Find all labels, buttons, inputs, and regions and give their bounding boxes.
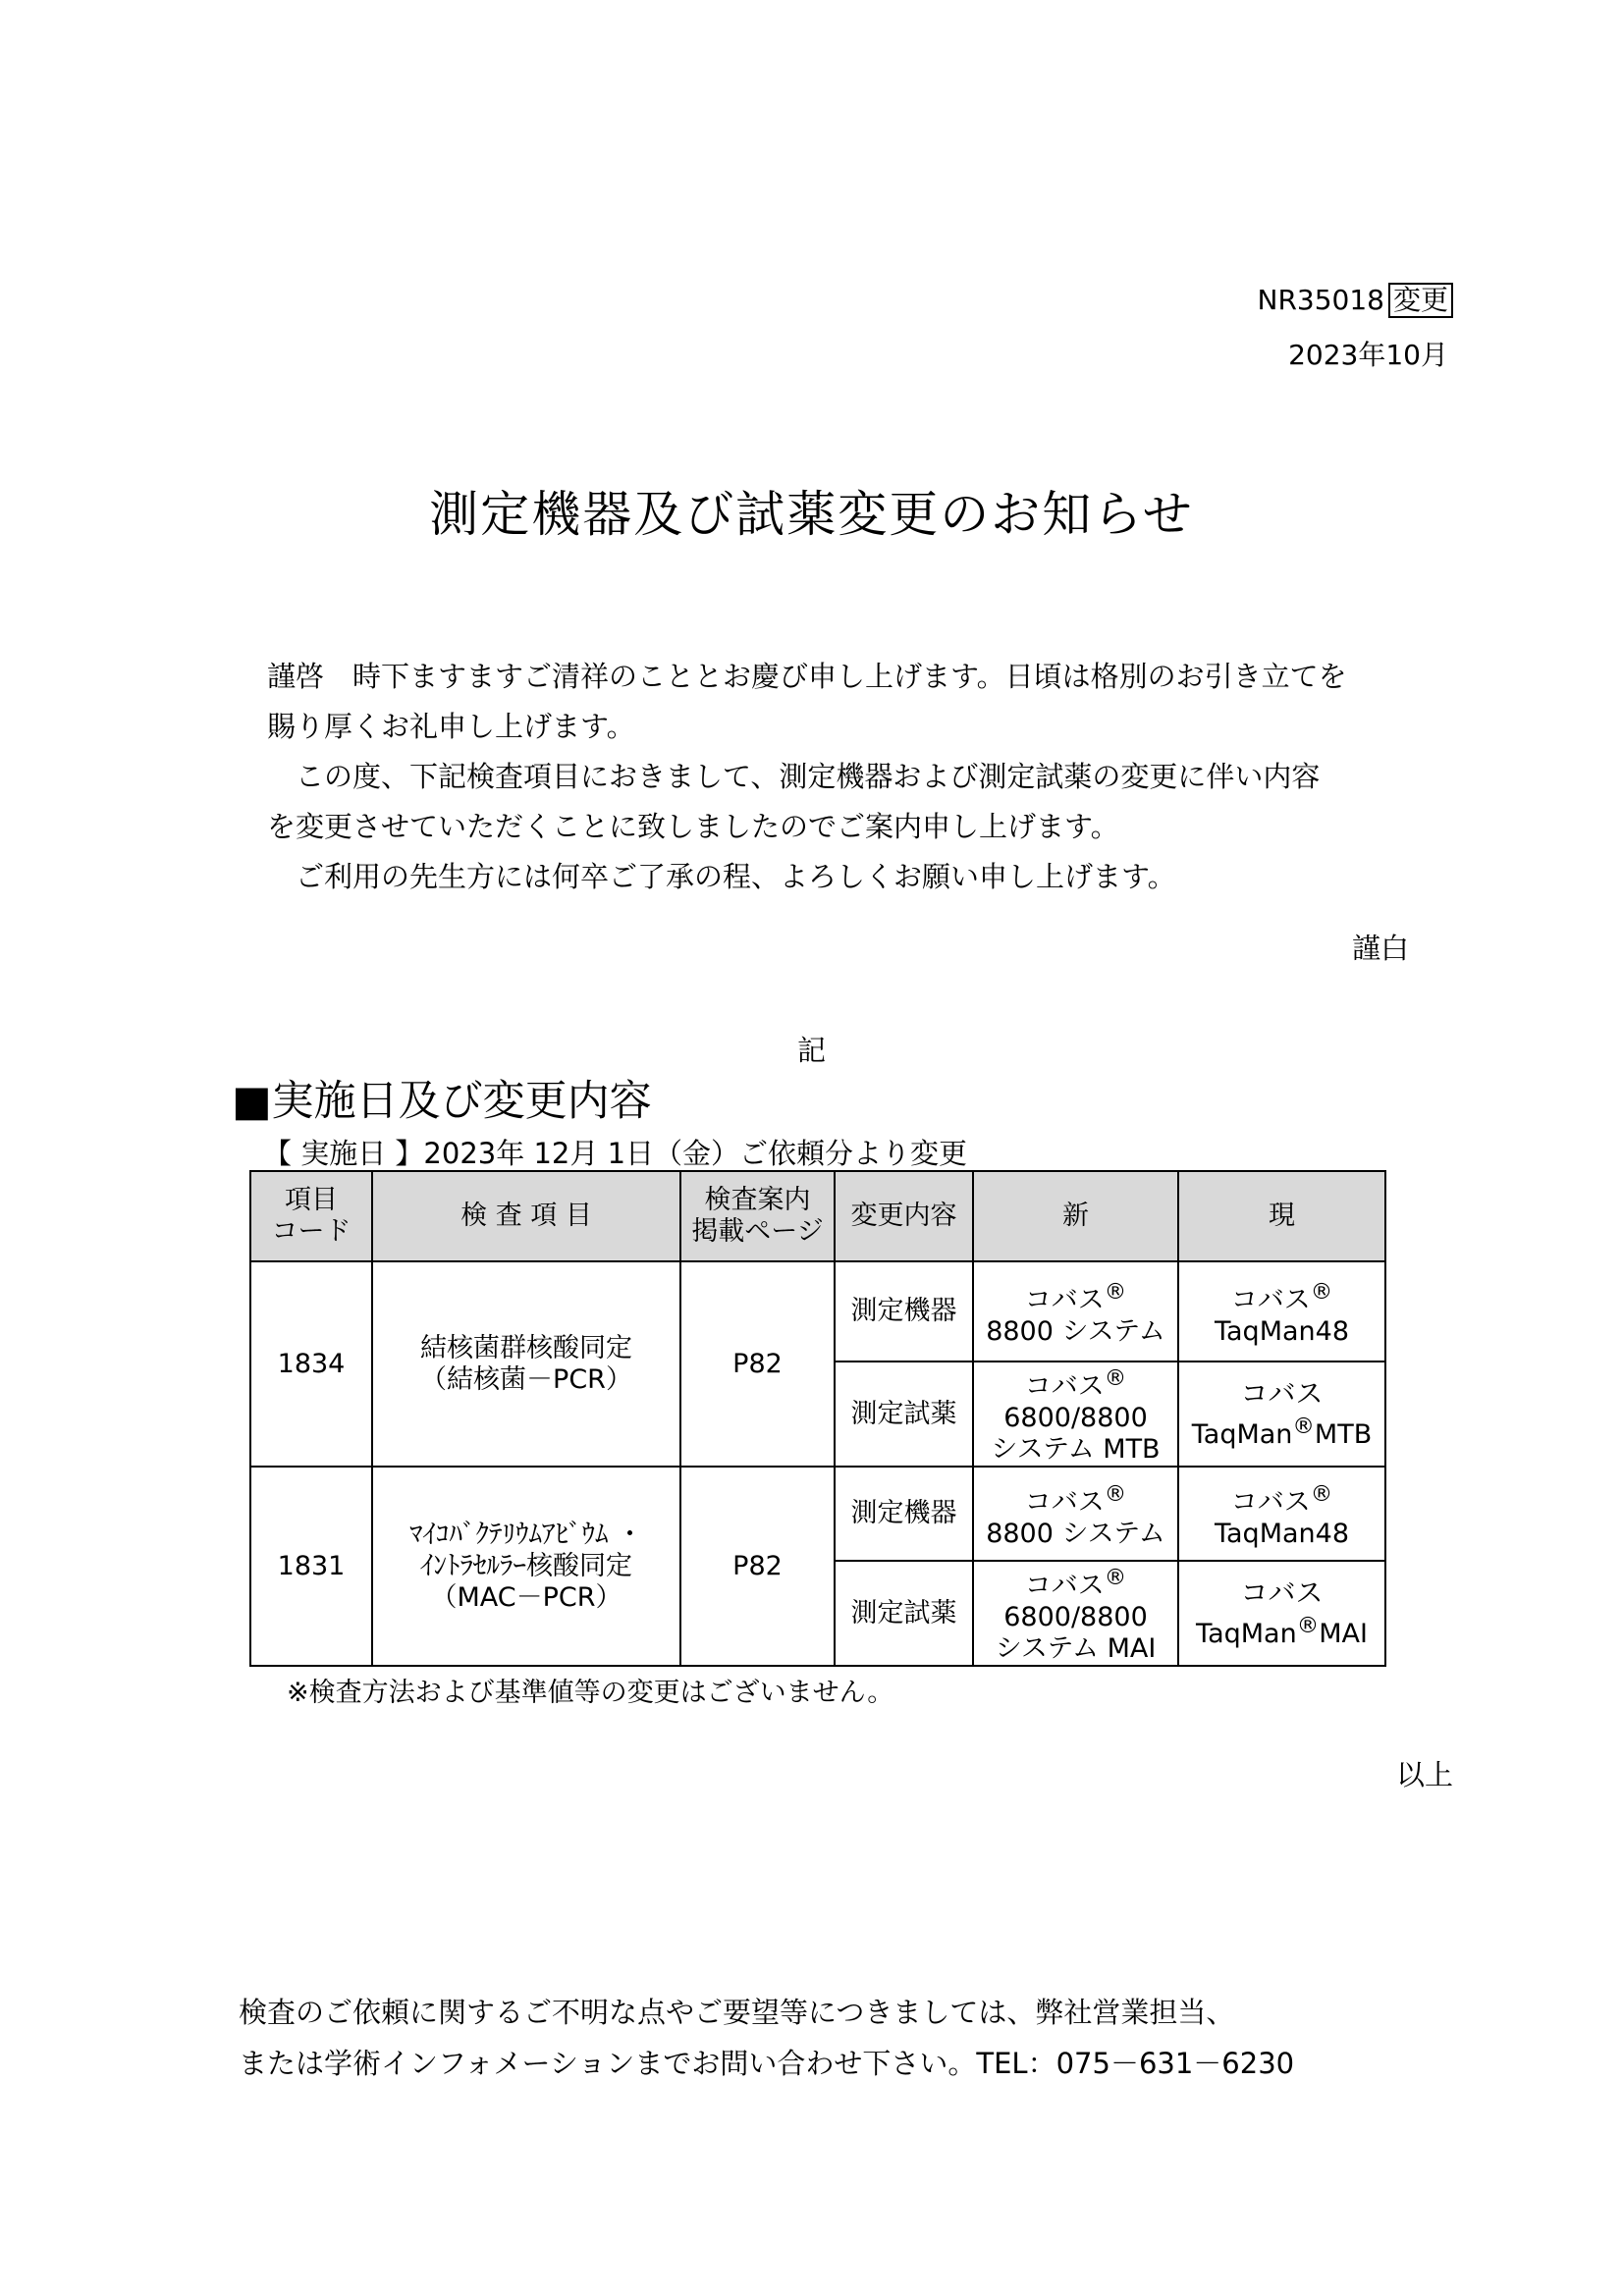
body-paragraph-1: 謹啓 時下ますますご清祥のこととお慶び申し上げます。日頃は格別のお引き立てを <box>267 660 1347 693</box>
document-number-text: NR35018 <box>1257 284 1384 316</box>
document-date: 2023年10月 <box>1288 339 1448 371</box>
table-row <box>250 1261 1385 1362</box>
footer-line-2: または学術インフォメーションまでお問い合わせ下さい。TEL：075－631－6230 <box>239 2047 1295 2080</box>
cell-current: コバス TaqMan®MAI <box>1178 1561 1385 1666</box>
table-header-row <box>250 1171 1385 1261</box>
body-paragraph-2: 賜り厚くお礼申し上げます。 <box>267 710 635 743</box>
header-item: 検 査 項 目 <box>372 1171 680 1261</box>
table-note: ※検査方法および基準値等の変更はございません。 <box>287 1678 894 1708</box>
header-code: 項目 コード <box>250 1171 372 1261</box>
page-title: 測定機器及び試薬変更のお知らせ <box>429 486 1194 543</box>
cell-code: 1834 <box>250 1261 372 1467</box>
cell-current: コバス TaqMan®MTB <box>1178 1362 1385 1467</box>
ki-marker: 記 <box>796 1034 826 1067</box>
footer-line-1: 検査のご依頼に関するご不明な点やご要望等につきましては、弊社営業担当、 <box>239 1996 1235 2029</box>
cell-page: P82 <box>680 1467 835 1666</box>
cell-code: 1831 <box>250 1467 372 1666</box>
cell-change-label: 測定機器 <box>835 1261 973 1362</box>
document-number <box>1258 283 1454 318</box>
body-paragraph-3: この度、下記検査項目におきまして、測定機器および測定試薬の変更に伴い内容 <box>267 760 1321 793</box>
implementation-date: 【 実施日 】2023年 12月 1日（金）ご依頼分より変更 <box>263 1137 968 1170</box>
cell-page: P82 <box>680 1261 835 1467</box>
header-new: 新 <box>973 1171 1178 1261</box>
header-page: 検査案内 掲載ページ <box>680 1171 835 1261</box>
cell-new: コバス® 6800/8800 システム MAI <box>973 1561 1178 1666</box>
cell-new: コバス® 8800 システム <box>973 1261 1178 1362</box>
cell-item: ﾏｲｺﾊﾞｸﾃﾘｳﾑｱﾋﾞｳﾑ ・ ｲﾝﾄﾗｾﾙﾗｰ核酸同定 （MAC－PCR） <box>372 1467 680 1666</box>
cell-new: コバス® 6800/8800 システム MTB <box>973 1362 1178 1467</box>
header-change: 変更内容 <box>835 1171 973 1261</box>
cell-new: コバス® 8800 システム <box>973 1467 1178 1561</box>
cell-current: コバス® TaqMan48 <box>1178 1261 1385 1362</box>
closing-word: 謹白 <box>1351 932 1409 965</box>
table-row <box>250 1467 1385 1561</box>
end-marker: 以上 <box>1395 1758 1453 1791</box>
changes-table <box>249 1170 1386 1667</box>
greeting-body <box>267 652 1367 902</box>
cell-change-label: 測定機器 <box>835 1467 973 1561</box>
change-badge: 変更 <box>1388 283 1453 318</box>
header-current: 現 <box>1178 1171 1385 1261</box>
section-heading: ■実施日及び変更内容 <box>232 1077 652 1126</box>
cell-change-label: 測定試薬 <box>835 1362 973 1467</box>
cell-current: コバス® TaqMan48 <box>1178 1467 1385 1561</box>
body-paragraph-4: を変更させていただくことに致しましたのでご案内申し上げます。 <box>267 810 1119 843</box>
cell-change-label: 測定試薬 <box>835 1561 973 1666</box>
cell-item: 結核菌群核酸同定 （結核菌－PCR） <box>372 1261 680 1467</box>
contact-footer <box>239 1987 1294 2089</box>
body-paragraph-5: ご利用の先生方には何卒ご了承の程、よろしくお願い申し上げます。 <box>267 860 1176 893</box>
